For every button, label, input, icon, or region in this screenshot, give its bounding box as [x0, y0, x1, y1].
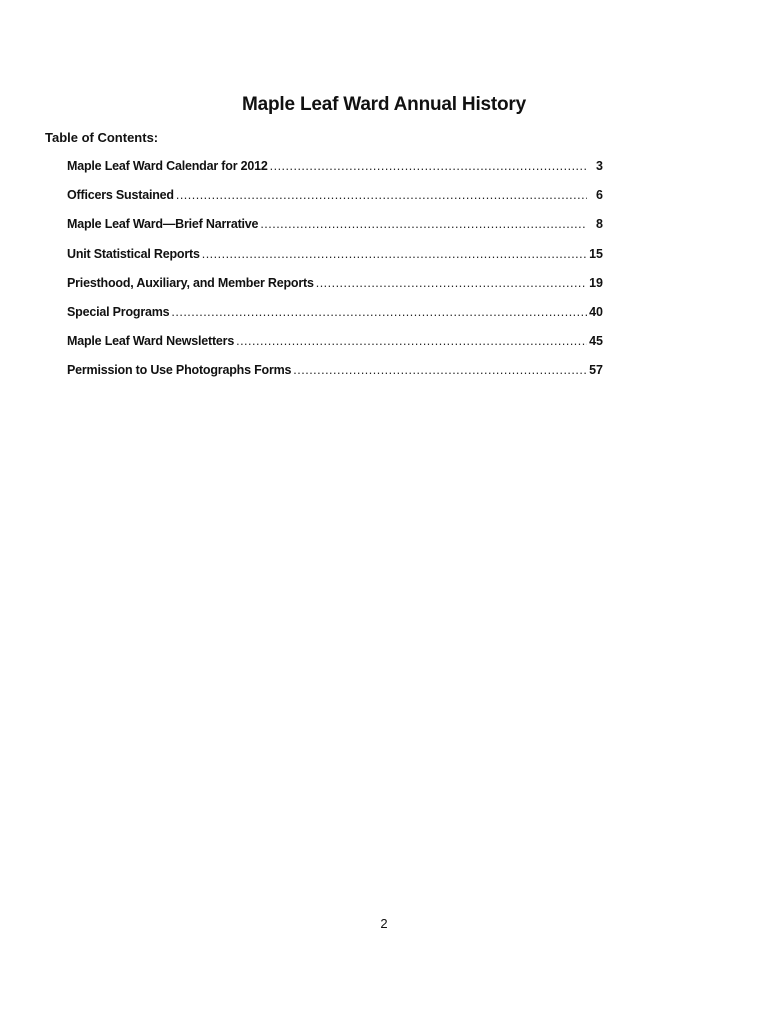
toc-entry[interactable]	[67, 188, 603, 217]
toc-entry-page: 15	[589, 246, 603, 261]
toc-dot-leader	[236, 334, 587, 348]
toc-entry[interactable]	[67, 276, 603, 305]
toc-entry-title: Maple Leaf Ward—Brief Narrative	[67, 217, 259, 232]
toc-dot-leader	[293, 363, 587, 377]
toc-dot-leader	[260, 217, 587, 231]
toc-dot-leader	[270, 159, 587, 173]
toc-entry-page: 40	[589, 304, 603, 319]
toc-entry[interactable]	[67, 159, 603, 188]
toc-entry-page: 6	[596, 188, 603, 203]
toc-entry[interactable]	[67, 363, 603, 392]
document-title: Maple Leaf Ward Annual History	[242, 94, 526, 115]
toc-entry-title: Special Programs	[67, 304, 170, 319]
toc-entry-page: 45	[589, 334, 603, 349]
toc-dot-leader	[176, 188, 587, 202]
toc-entry-title: Priesthood, Auxiliary, and Member Reports	[67, 275, 314, 290]
toc-entry-page: 3	[596, 159, 603, 173]
toc-entry[interactable]	[67, 305, 603, 334]
toc-entry[interactable]	[67, 247, 603, 276]
toc-entry-page: 19	[589, 275, 603, 290]
toc-heading: Table of Contents:	[45, 130, 159, 145]
toc-entry-title: Maple Leaf Ward Calendar for 2012	[67, 159, 268, 173]
toc-dot-leader	[316, 276, 587, 290]
toc-dot-leader	[202, 247, 587, 261]
toc-entry-page: 57	[589, 363, 603, 378]
toc-entry[interactable]	[67, 217, 603, 246]
page-number: 2	[380, 916, 388, 931]
toc-entry-title: Maple Leaf Ward Newsletters	[67, 334, 235, 349]
toc-entry[interactable]	[67, 334, 603, 363]
table-of-contents	[67, 159, 603, 393]
toc-entry-title: Officers Sustained	[67, 188, 174, 203]
toc-entry-page: 8	[596, 217, 603, 232]
toc-dot-leader	[171, 305, 587, 319]
toc-entry-title: Unit Statistical Reports	[67, 246, 200, 261]
toc-entry-title: Permission to Use Photographs Forms	[67, 363, 292, 378]
